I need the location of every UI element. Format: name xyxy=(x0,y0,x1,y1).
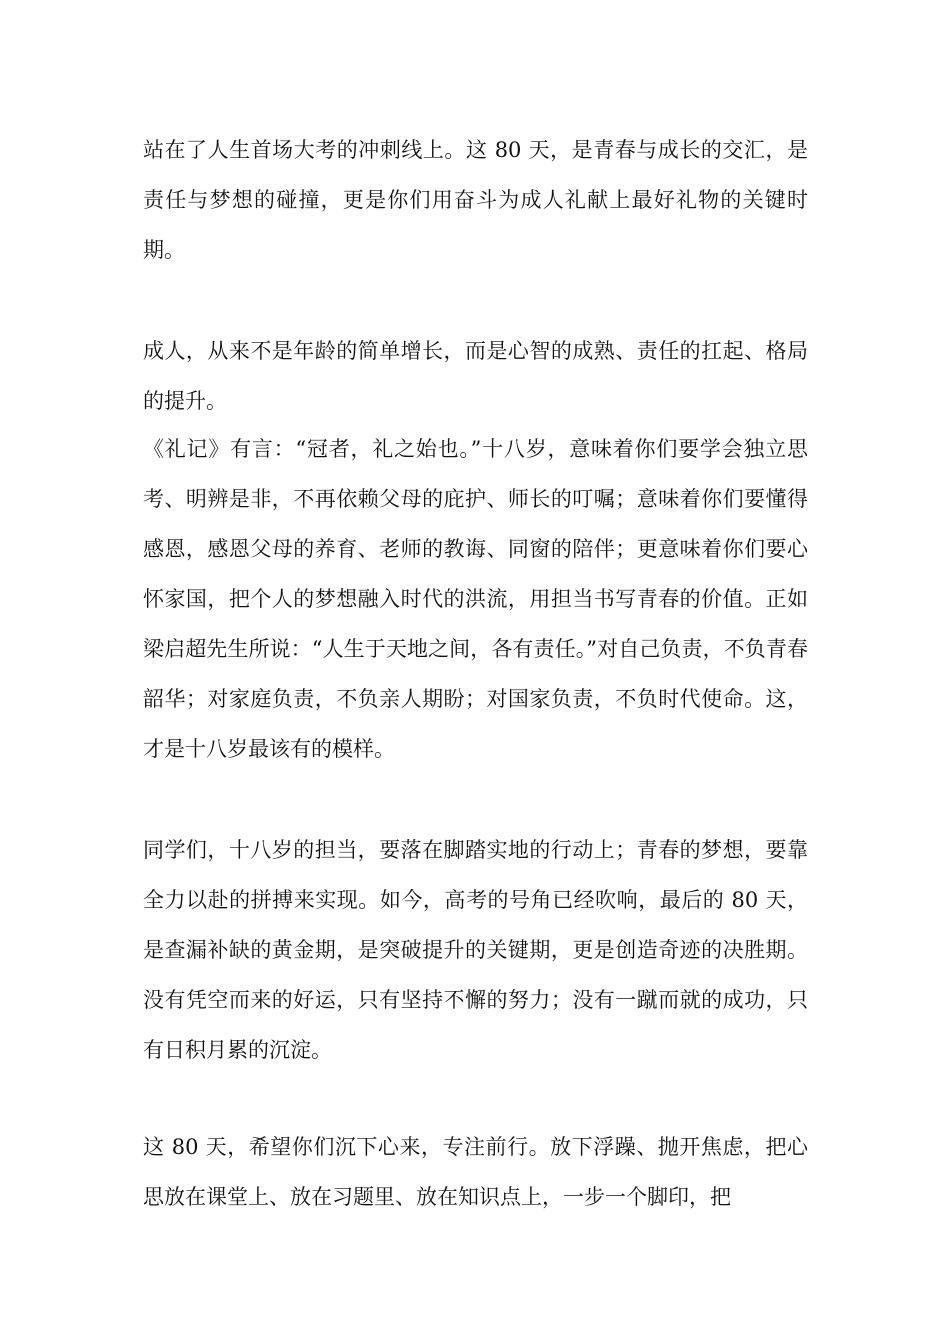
paragraph-4: 同学们，十八岁的担当，要落在脚踏实地的行动上；青春的梦想，要靠全力以赴的拼搏来实现。如今，高考的号角已经吹响，最后的 80 天，是查漏补缺的黄金期，是突破提升的关键期，更是创造奇迹的决胜期。没有凭空而来的好运，只有坚持不懈的努力；没有一蹴而就的成功，只有日积月累的沉淀。 xyxy=(143,838,808,1062)
paragraph-2: 成人，从来不是年龄的简单增长，而是心智的成熟、责任的扛起、格局的提升。 xyxy=(143,339,808,413)
paragraph-5: 这 80 天，希望你们沉下心来，专注前行。放下浮躁、抛开焦虑，把心思放在课堂上、放在习题里、放在知识点上，一步一个脚印，把 xyxy=(143,1135,808,1209)
paragraph-3: 《礼记》有言：“冠者，礼之始也。”十八岁，意味着你们要学会独立思考、明辨是非，不再依赖父母的庇护、师长的叮嘱；意味着你们要懂得感恩，感恩父母的养育、老师的教诲、同窗的陪伴；更意味着你们要心怀家国，把个人的梦想融入时代的洪流，用担当书写青春的价值。正如梁启超先生所说：“人生于天地之间，各有责任。”对自己负责，不负青春韶华；对家庭负责，不负亲人期盼；对国家负责，不负时代使命。这，才是十八岁最该有的模样。 xyxy=(143,437,808,761)
paragraph-1: 站在了人生首场大考的冲刺线上。这 80 天，是青春与成长的交汇，是责任与梦想的碰撞，更是你们用奋斗为成人礼献上最好礼物的关键时期。 xyxy=(143,138,808,262)
